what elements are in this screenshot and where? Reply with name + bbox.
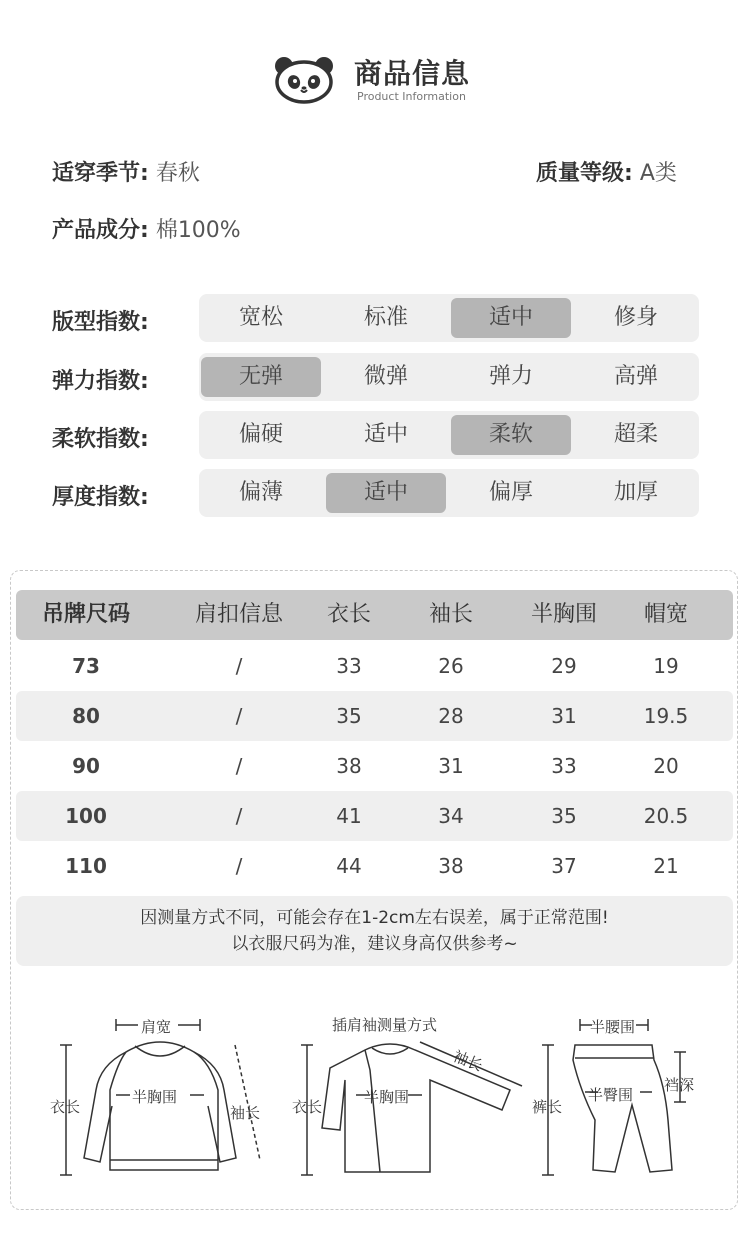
index-option: 标准 — [363, 305, 408, 330]
column-header: 肩扣信息 — [194, 602, 283, 627]
column-header: 袖长 — [428, 602, 473, 627]
index-label: 厚度指数: — [52, 485, 149, 510]
note-line: 因测量方式不同，可能会存在1-2cm左右误差，属于正常范围! — [140, 908, 609, 928]
table-cell: / — [235, 804, 243, 828]
column-header: 衣长 — [326, 602, 371, 627]
index-scale — [199, 353, 699, 401]
length-label: 裤长 — [532, 1098, 563, 1116]
index-option: 微弹 — [363, 364, 408, 389]
table-cell: 31 — [438, 754, 464, 778]
table-cell: 73 — [72, 654, 100, 678]
column-header: 帽宽 — [643, 602, 688, 627]
length-label: 衣长 — [292, 1098, 323, 1116]
rise-label: 裆深 — [664, 1076, 695, 1094]
season-value: 春秋 — [155, 161, 200, 186]
table-row — [16, 641, 733, 691]
table-cell: 33 — [551, 754, 577, 778]
table-cell: 35 — [551, 804, 577, 828]
table-cell: 20.5 — [643, 804, 689, 828]
shoulder-label: 肩宽 — [141, 1018, 172, 1036]
index-option-selected: 无弹 — [201, 357, 321, 397]
table-cell: 37 — [551, 854, 577, 878]
table-cell: 35 — [336, 704, 362, 728]
index-scale — [199, 469, 699, 517]
index-scale — [199, 411, 699, 459]
table-cell: / — [235, 704, 243, 728]
sleeve-label: 袖长 — [230, 1104, 261, 1122]
length-label: 衣长 — [50, 1098, 81, 1116]
grade-label: 质量等级: — [536, 161, 633, 186]
index-option: 加厚 — [613, 480, 658, 505]
raglan-diagram-icon — [301, 1042, 522, 1175]
grade-info — [536, 156, 677, 187]
index-option: 偏厚 — [488, 480, 533, 505]
panda-face-icon — [272, 54, 336, 104]
page-subtitle: Product Information — [357, 90, 466, 103]
thigh-label: 半臀围 — [588, 1086, 634, 1104]
sleeve-label: 袖长 — [450, 1046, 486, 1075]
table-cell: 34 — [438, 804, 464, 828]
chest-label: 半胸围 — [364, 1088, 410, 1106]
table-cell: 41 — [336, 804, 362, 828]
table-cell: 38 — [336, 754, 362, 778]
index-scale — [199, 294, 699, 342]
table-cell: 28 — [438, 704, 464, 728]
index-option: 偏薄 — [238, 480, 283, 505]
index-option: 弹力 — [488, 364, 533, 389]
index-option-selected: 适中 — [326, 473, 446, 513]
table-row — [16, 691, 733, 741]
note-line: 以衣服尺码为准，建议身高仅供参考~ — [231, 934, 518, 954]
table-cell: 90 — [72, 754, 100, 778]
index-label: 柔软指数: — [52, 427, 149, 452]
index-option: 高弹 — [613, 364, 658, 389]
table-cell: 19 — [653, 654, 679, 678]
table-cell: 38 — [438, 854, 464, 878]
table-cell: 21 — [653, 854, 679, 878]
table-cell: 20 — [653, 754, 679, 778]
table-cell: / — [235, 654, 243, 678]
index-option: 修身 — [613, 305, 658, 330]
material-info — [52, 213, 241, 244]
index-label: 版型指数: — [52, 310, 149, 335]
index-option: 适中 — [363, 422, 408, 447]
table-cell: 26 — [438, 654, 464, 678]
column-header: 吊牌尺码 — [41, 602, 130, 627]
waist-label: 半腰围 — [590, 1018, 636, 1036]
index-option-selected: 适中 — [451, 298, 571, 338]
table-cell: 44 — [336, 854, 362, 878]
table-cell: 100 — [65, 804, 107, 828]
season-info — [52, 156, 200, 187]
material-value: 棉100% — [155, 218, 241, 243]
material-label: 产品成分: — [52, 218, 149, 243]
table-cell: 19.5 — [643, 704, 689, 728]
raglan-title: 插肩袖测量方式 — [332, 1016, 438, 1034]
table-cell: / — [235, 854, 243, 878]
table-row — [16, 791, 733, 841]
index-option: 超柔 — [613, 422, 658, 447]
table-row — [16, 741, 733, 791]
page-title: 商品信息 — [354, 57, 471, 90]
index-option-selected: 柔软 — [451, 415, 571, 455]
grade-value: A类 — [639, 161, 677, 186]
table-cell: 33 — [336, 654, 362, 678]
table-cell: 31 — [551, 704, 577, 728]
table-row — [16, 841, 733, 891]
index-option: 偏硬 — [238, 422, 283, 447]
size-table-header — [16, 590, 733, 640]
index-label: 弹力指数: — [52, 369, 149, 394]
index-option: 宽松 — [238, 305, 283, 330]
chest-label: 半胸围 — [132, 1088, 178, 1106]
table-cell: 29 — [551, 654, 577, 678]
measurement-note — [16, 896, 733, 966]
table-cell: 80 — [72, 704, 100, 728]
table-cell: 110 — [65, 854, 107, 878]
season-label: 适穿季节: — [52, 161, 149, 186]
column-header: 半胸围 — [530, 602, 597, 627]
table-cell: / — [235, 754, 243, 778]
